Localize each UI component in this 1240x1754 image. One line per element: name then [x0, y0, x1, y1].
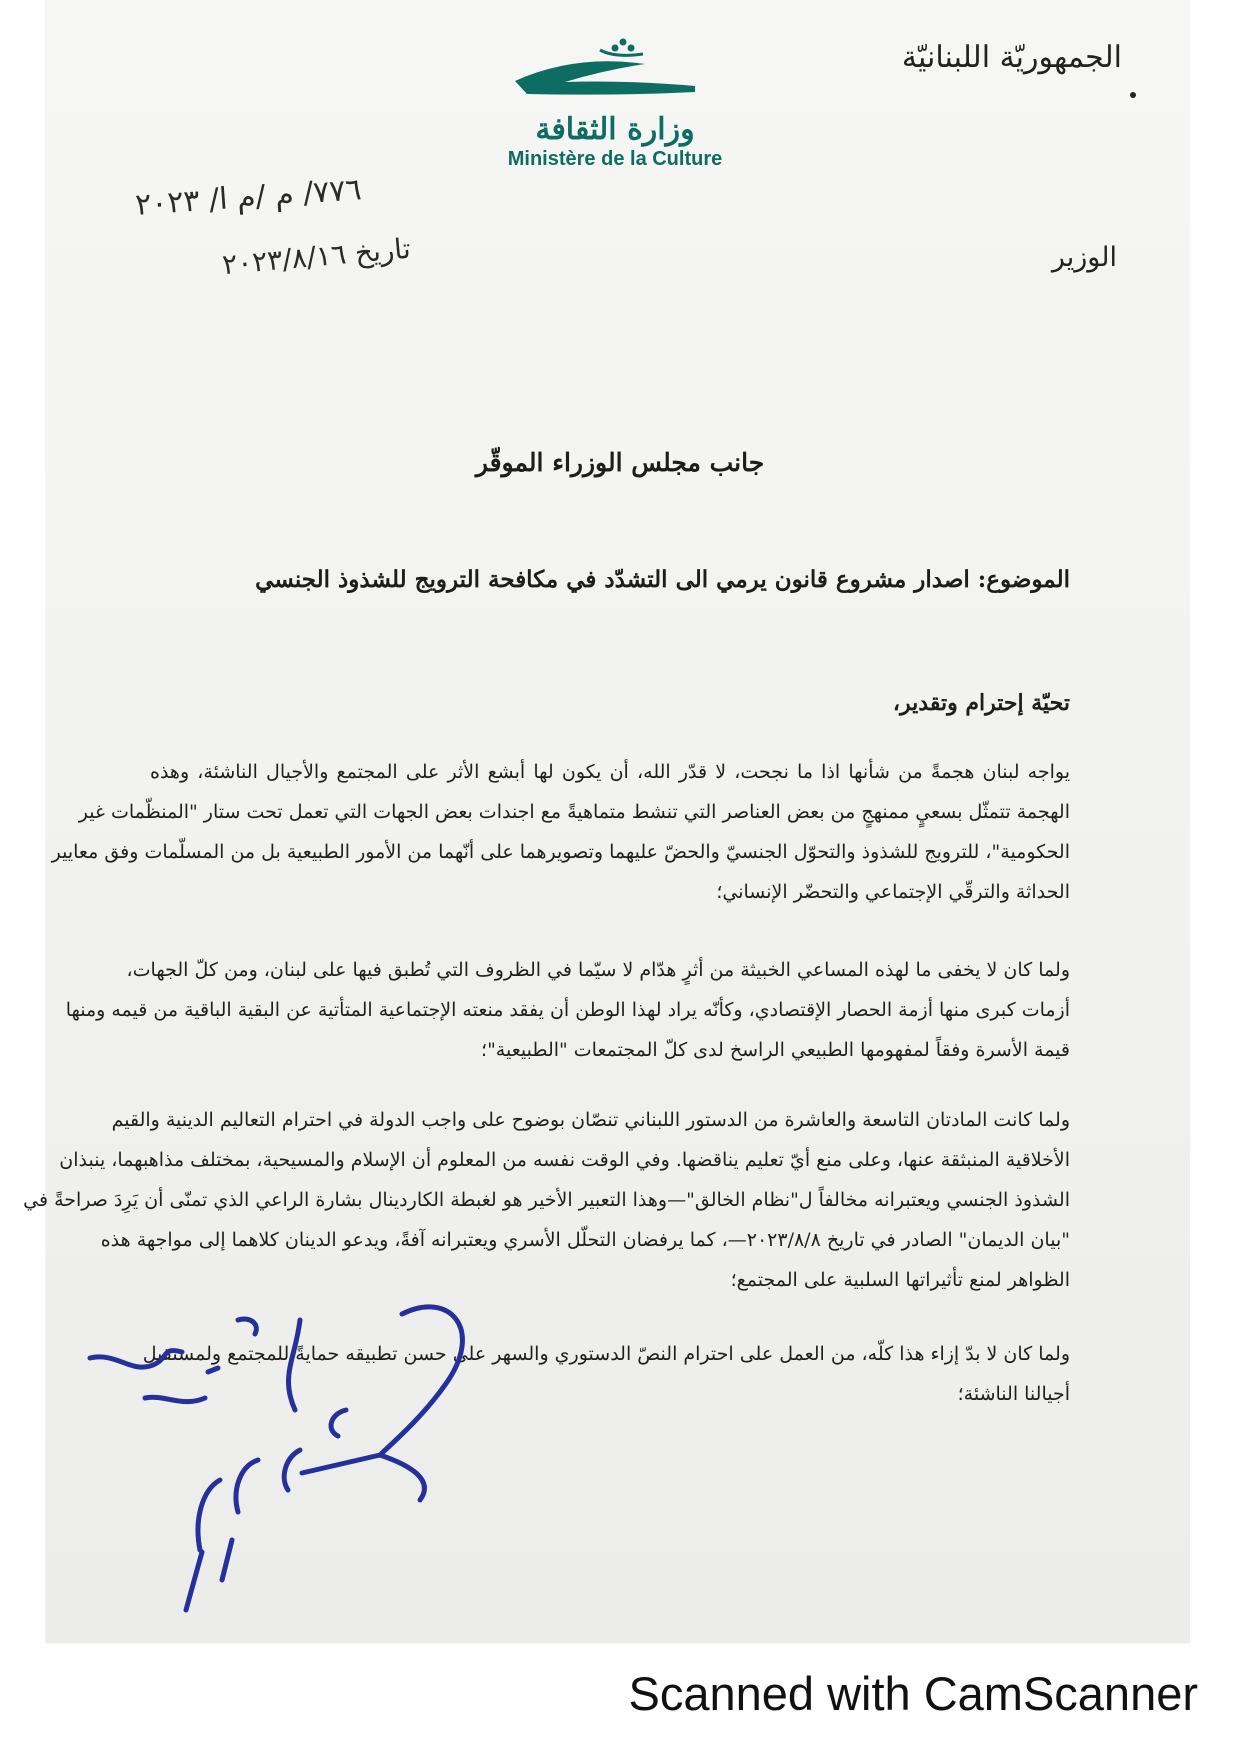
page-margin: [1190, 0, 1240, 1643]
paragraph-3: [23, 1100, 1070, 1300]
paragraph-line: يواجه لبنان هجمةً من شأنها اذا ما نجحت، لا قدّر الله، أن يكون لها أبشع الأثر على المجتمع والأجيال الناشئة، وهذه: [150, 761, 1070, 783]
paragraph-line: أجيالنا الناشئة؛: [957, 1383, 1070, 1405]
handwritten-reference-number: ٧٧٦/ م /م ا/ ٢٠٢٣: [134, 172, 363, 223]
handwritten-date: تاريخ ٢٠٢٣/٨/١٦: [220, 231, 412, 282]
camscanner-watermark: Scanned with CamScanner: [628, 1667, 1198, 1720]
ink-dot: [1130, 92, 1136, 98]
paragraph-line: قيمة الأسرة وفقاً لمفهومها الطبيعي الراسخ لدى كلّ المجتمعات "الطبيعية"؛: [481, 1039, 1070, 1061]
paragraph-line: ولما كان لا بدّ إزاء هذا كلّه، من العمل على احترام النصّ الدستوري والسهر على حسن تطبيقه حمايةً للمجتمع ولمستقبل: [142, 1343, 1070, 1365]
paragraph-line: الشذوذ الجنسي ويعتبرانه مخالفاً ل"نظام الخالق"—وهذا التعبير الأخير هو لغبطة الكاردينال بشارة الراعي الذي تمنّى أن يَرِدَ صراحةً في: [23, 1189, 1070, 1211]
republic-heading: الجمهوريّة اللبنانيّة: [901, 40, 1122, 75]
paragraph-2: [65, 950, 1070, 1070]
ministry-name-arabic: وزارة الثقافة: [535, 112, 695, 147]
paragraph-line: الحكومية"، للترويج للشذوذ والتحوّل الجنسيّ والحضّ عليهما وتصويرهما على أنّهما من الأمور الطبيعية بل من المسلّمات وفق معايير: [51, 841, 1070, 863]
paragraph-line: "بيان الديمان" الصادر في تاريخ ٢٠٢٣/٨/٨—، كما يرفضان التحلّل الأسري ويعتبرانه آفةً، ويدعو الدينان كلاهما إلى مواجهة هذه: [100, 1229, 1070, 1251]
addressee: جانب مجلس الوزراء الموقّر: [475, 448, 765, 477]
greeting: تحيّة إحترام وتقدير،: [892, 690, 1070, 716]
subject-line: الموضوع: اصدار مشروع قانون يرمي الى التشدّد في مكافحة الترويج للشذوذ الجنسي: [255, 566, 1070, 593]
paragraph-line: أزمات كبرى منها أزمة الحصار الإقتصادي، وكأنّه يراد لهذا الوطن أن يفقد منعته الإجتماعية المتأتية عن البقية الباقية من قيمه ومنها: [65, 999, 1070, 1021]
paragraph-1: [51, 752, 1070, 912]
paragraph-line: الهجمة تتمثّل بسعيٍ ممنهجٍ من بعض العناصر التي تنشط متماهيةً مع اجندات بعض الجهات التي تعمل تحت ستار "المنظّمات غير: [78, 801, 1070, 823]
paragraph-line: ولما كانت المادتان التاسعة والعاشرة من الدستور اللبناني تنصّان بوضوح على واجب الدولة في احترام التعاليم الدينية والقيم: [111, 1109, 1070, 1131]
ministry-name-french: Ministère de la Culture: [507, 148, 723, 170]
paragraph-line: ولما كان لا يخفى ما لهذه المساعي الخبيثة من أثرٍ هدّام لا سيّما في الظروف التي تُطبق فيها على لبنان، ومن كلّ الجهات،: [126, 959, 1070, 981]
signature-icon: [90, 1290, 490, 1630]
paragraph-line: الظواهر لمنع تأثيراتها السلبية على المجتمع؛: [730, 1269, 1070, 1291]
paragraph-line: الحداثة والترقّي الإجتماعي والتحضّر الإنساني؛: [716, 881, 1070, 903]
minister-title: الوزير: [1051, 242, 1117, 273]
paragraph-line: الأخلاقية المنبثقة عنها، وعلى منع أيّ تعليم يناقضها. وفي الوقت نفسه من المعلوم أن الإسلام والمسيحية، بمختلف مذاهبهما، ينبذان: [59, 1149, 1070, 1171]
